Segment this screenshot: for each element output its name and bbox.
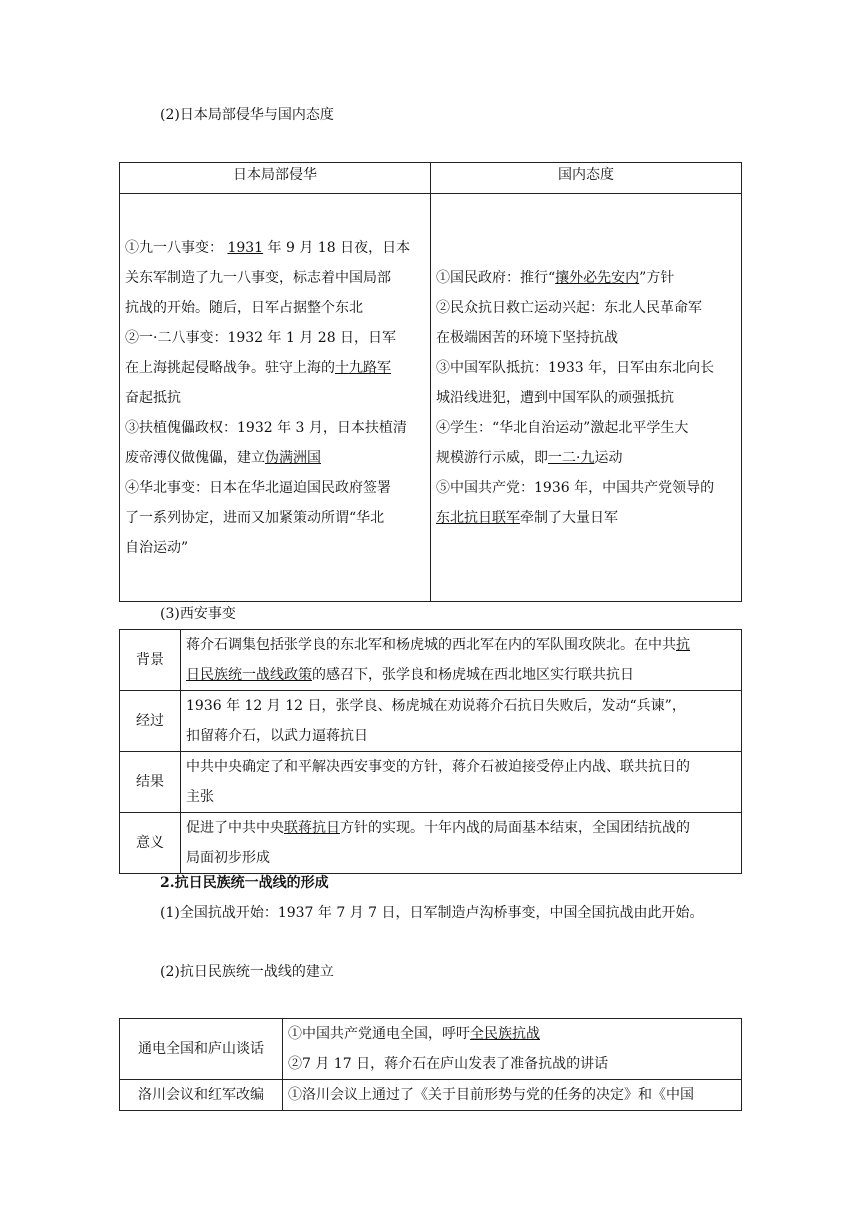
section-3-title: (3)西安事变 [160, 606, 236, 622]
row-label: 背景 [120, 630, 181, 691]
text-run: 蒋介石调集包括张学良的东北军和杨虎城的西北军在内的军队围攻陕北。在中共 [186, 637, 676, 653]
row-label: 经过 [120, 691, 181, 752]
text-line [125, 503, 425, 533]
text-run: ”方针 [639, 269, 675, 286]
header-domestic-attitude: 国内态度 [431, 163, 742, 194]
underlined-answer: 日民族统一战线政策 [186, 667, 312, 683]
text-run: ②一·二八事变：1932 年 1 月 28 日，日军 [125, 329, 397, 346]
text-run: ①洛川会议上通过了《关于目前形势与党的任务的决定》和《中国 [288, 1087, 694, 1103]
text-line [186, 813, 736, 843]
text-line [186, 752, 736, 782]
text-line [186, 660, 736, 690]
table-row [120, 752, 742, 813]
japan-invasion-cell [120, 194, 431, 602]
text-line [186, 691, 736, 721]
underlined-answer: 攘外必先安内 [555, 269, 640, 286]
text-line [125, 473, 425, 503]
text-run: 方针的实现。十年内战的局面基本结束，全国团结抗战的 [340, 820, 690, 836]
row-label: 结果 [120, 752, 181, 813]
text-line [436, 473, 736, 503]
row-content [181, 752, 742, 813]
text-run: 在极端困苦的环境下坚持抗战 [436, 329, 618, 346]
text-line [436, 293, 736, 323]
text-line [125, 413, 425, 443]
text-run: 了一系列协定，进而又加紧策动所谓“华北 [125, 509, 385, 526]
text-line [186, 721, 736, 751]
text-line [436, 323, 736, 353]
text-run: ①国民政府：推行“ [436, 269, 556, 286]
section-heading-united-front: 2.抗日民族统一战线的形成 [160, 875, 329, 891]
text-run: ①九一八事变： [125, 239, 228, 256]
underlined-answer: 十九路军 [335, 359, 391, 376]
text-line [125, 323, 425, 353]
table-row [120, 691, 742, 752]
text-line [288, 1019, 736, 1049]
underlined-answer: 一二·九 [548, 449, 595, 466]
text-run: 的感召下，张学良和杨虎城在西北地区实行联共抗日 [312, 667, 634, 683]
text-line [125, 443, 425, 473]
text-run: 牵制了大量日军 [520, 509, 618, 526]
text-line [125, 353, 425, 383]
text-run: 城沿线进犯，遭到中国军队的顽强抵抗 [436, 389, 674, 406]
text-run: ③中国军队抵抗：1933 年，日军由东北向长 [436, 359, 715, 376]
text-line [288, 1049, 736, 1079]
xian-incident-table [119, 629, 742, 874]
underlined-answer: 伪满洲国 [265, 449, 321, 466]
text-run: 自治运动” [125, 539, 189, 556]
row-label: 意义 [120, 813, 181, 874]
table-row [120, 1019, 742, 1080]
text-run: ④华北事变：日本在华北逼迫国民政府签署 [125, 479, 391, 496]
text-run: ①中国共产党通电全国，呼吁 [288, 1026, 470, 1042]
underlined-answer: 抗 [676, 637, 690, 653]
text-line [125, 293, 425, 323]
text-line [125, 263, 425, 293]
text-line [436, 383, 736, 413]
row-content [283, 1080, 742, 1111]
text-line [436, 413, 736, 443]
header-japan-invasion: 日本局部侵华 [120, 163, 431, 194]
text-run: 中共中央确定了和平解决西安事变的方针，蒋介石被迫接受停止内战、联共抗日的 [186, 759, 690, 775]
text-line [436, 353, 736, 383]
underlined-answer: 东北抗日联军 [436, 509, 520, 526]
text-run: 主张 [186, 789, 214, 805]
row-content [181, 630, 742, 691]
row-content [283, 1019, 742, 1080]
row-content [181, 691, 742, 752]
text-line [436, 503, 736, 533]
row-label: 通电全国和庐山谈话 [120, 1019, 283, 1080]
text-line [125, 233, 425, 263]
text-run: 在上海挑起侵略战争。驻守上海的 [125, 359, 335, 376]
text-run: 局面初步形成 [186, 850, 270, 866]
text-line [436, 263, 736, 293]
text-line [186, 843, 736, 873]
row-label: 洛川会议和红军改编 [120, 1080, 283, 1111]
text-run: ③扶植傀儡政权：1932 年 3 月，日本扶植清 [125, 419, 407, 436]
text-run: 奋起抵抗 [125, 389, 181, 406]
underlined-answer: 联蒋抗日 [284, 820, 340, 836]
text-line [125, 383, 425, 413]
japan-invasion-table [119, 162, 742, 602]
text-run: ④学生：“华北自治运动”激起北平学生大 [436, 419, 689, 436]
text-run: 废帝溥仪做傀儡，建立 [125, 449, 265, 466]
text-run: 抗战的开始。随后，日军占据整个东北 [125, 299, 363, 316]
text-run: ②民众抗日救亡运动兴起：东北人民革命军 [436, 299, 702, 316]
text-run: 关东军制造了九一八事变，标志着中国局部 [125, 269, 391, 286]
text-run: 运动 [594, 449, 623, 466]
text-line [125, 533, 425, 563]
row-content [181, 813, 742, 874]
section-2-title: (2)日本局部侵华与国内态度 [160, 107, 334, 123]
text-line [186, 782, 736, 812]
text-line [186, 630, 736, 660]
text-line [288, 1080, 736, 1110]
text-line [436, 443, 736, 473]
domestic-attitude-cell [431, 194, 742, 602]
table-row [120, 630, 742, 691]
text-run: ⑤中国共产党：1936 年，中国共产党领导的 [436, 479, 715, 496]
text-run: 年 9 月 18 日夜，日本 [263, 239, 411, 256]
united-front-table [119, 1018, 742, 1111]
text-run: ②7 月 17 日，蒋介石在庐山发表了准备抗战的讲话 [288, 1056, 609, 1072]
paragraph-war-begins: (1)全国抗战开始：1937 年 7 月 7 日，日军制造卢沟桥事变，中国全国抗战由此开始。 [160, 905, 704, 921]
text-run: 规模游行示威，即 [436, 449, 548, 466]
text-run: 1936 年 12 月 12 日，张学良、杨虎城在劝说蒋介石抗日失败后，发动“兵谏”， [186, 698, 686, 714]
underlined-answer: 全民族抗战 [470, 1026, 540, 1042]
subsection-united-front-title: (2)抗日民族统一战线的建立 [160, 964, 334, 980]
table-row [120, 813, 742, 874]
table-row [120, 1080, 742, 1111]
underlined-answer: 1931 [227, 239, 264, 256]
text-run: 促进了中共中央 [186, 820, 284, 836]
text-run: 扣留蒋介石，以武力逼蒋抗日 [186, 728, 368, 744]
